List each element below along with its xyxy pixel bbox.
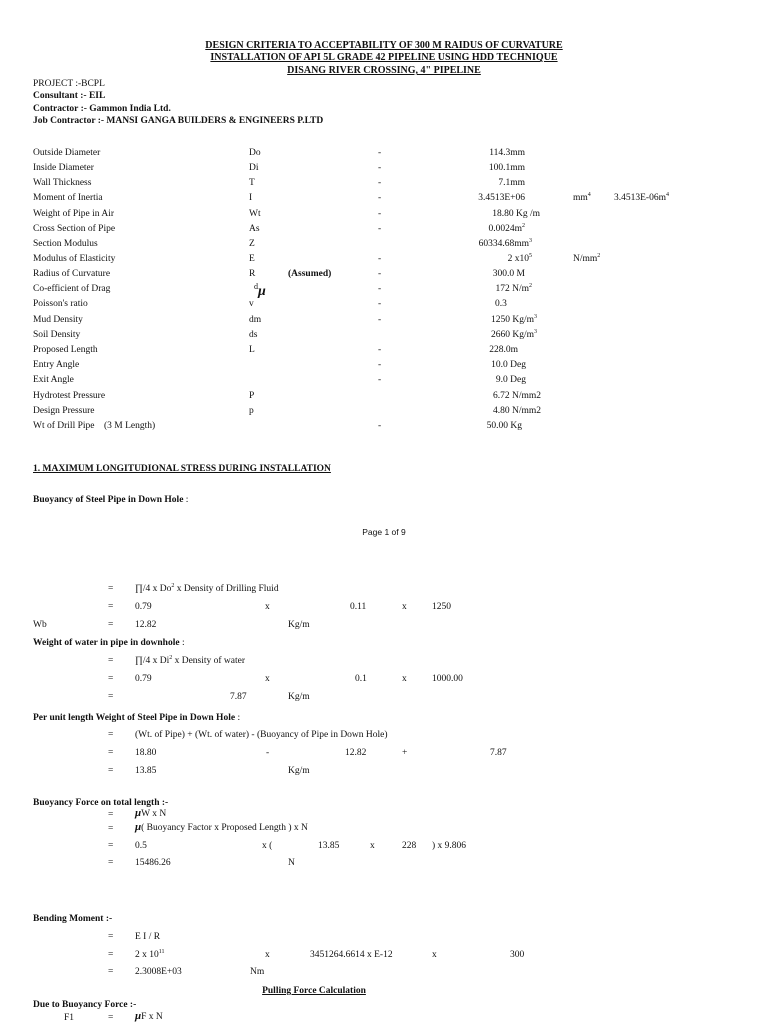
param-symbol: v xyxy=(249,299,254,309)
param-label: Radius of Curvature xyxy=(33,269,111,279)
param-value: 9.0 Deg xyxy=(495,375,526,385)
superscript: 3 xyxy=(534,328,537,335)
param-label: Cross Section of Pipe xyxy=(33,224,116,234)
equals: = xyxy=(108,602,114,612)
result-value: 7.87 xyxy=(230,692,247,702)
project-line: PROJECT :-BCPL xyxy=(33,79,105,89)
param-dash: - xyxy=(378,254,382,264)
calc-value: 300 xyxy=(510,950,525,960)
equals: = xyxy=(108,692,114,702)
calc-value: 13.85 xyxy=(318,841,340,851)
calc-value: 0.1 xyxy=(355,674,367,684)
equation xyxy=(135,822,308,834)
equation-text: ( Buoyancy Factor x Proposed Length ) x N xyxy=(141,823,308,833)
calc-operator: + xyxy=(402,748,408,758)
equals: = xyxy=(108,841,114,851)
result-unit: Kg/m xyxy=(288,620,310,630)
param-value-text: 2660 Kg/m xyxy=(490,330,534,340)
equation-text: x Density of Drilling Fluid xyxy=(174,584,279,594)
param-label: Moment of Inertia xyxy=(33,193,103,203)
param-symbol: R xyxy=(249,269,256,279)
calc-value: 7.87 xyxy=(490,748,507,758)
param-symbol: P xyxy=(249,391,255,401)
subheading: Bending Moment :- xyxy=(33,914,113,924)
param-label: Wt of Drill Pipe (3 M Length) xyxy=(33,421,156,431)
result-unit: Kg/m xyxy=(288,692,310,702)
subheading xyxy=(33,495,188,506)
param-value: 100.1mm xyxy=(488,163,525,173)
param-dash: - xyxy=(378,375,382,385)
calc-operator: x xyxy=(370,841,375,851)
calc-operator: x xyxy=(402,602,407,612)
param-label: Modulus of Elasticity xyxy=(33,254,116,264)
contractor-line: Contractor :- Gammon India Ltd. xyxy=(33,104,171,114)
param-value xyxy=(430,330,537,341)
param-value xyxy=(430,239,532,250)
equation: E I / R xyxy=(135,932,161,942)
superscript: 4 xyxy=(587,191,591,198)
param-label: Outside Diameter xyxy=(33,148,101,158)
param-symbol: p xyxy=(249,406,254,416)
param-label: Poisson's ratio xyxy=(33,299,88,309)
equation xyxy=(135,584,279,595)
result-value: 2.3008E+03 xyxy=(135,967,182,977)
subheading-text: Per unit length Weight of Steel Pipe in Down Hole xyxy=(33,713,236,723)
calc-value: 18.80 xyxy=(135,748,157,758)
section-heading: Pulling Force Calculation xyxy=(262,986,366,996)
calc-value: 3451264.6614 x E-12 xyxy=(310,950,393,960)
param-dash: - xyxy=(378,209,382,219)
param-value xyxy=(430,254,532,265)
equals: = xyxy=(108,656,114,666)
param-symbol: d xyxy=(254,282,258,291)
equals: = xyxy=(108,932,114,942)
param-dash: - xyxy=(378,193,382,203)
calc-value: 0.11 xyxy=(350,602,367,612)
param-value-text: 2 x10 xyxy=(507,254,529,264)
calc-value-text: 2 x 10 xyxy=(135,950,159,960)
param-symbol: Wt xyxy=(249,209,261,219)
calc-operator: x xyxy=(265,950,270,960)
subheading: Buoyancy Force on total length :- xyxy=(33,798,169,808)
param-unit-text: mm xyxy=(573,193,588,203)
param-symbol: ds xyxy=(249,330,258,340)
result-value: 12.82 xyxy=(135,620,157,630)
equals: = xyxy=(108,730,114,740)
superscript: 2 xyxy=(597,252,601,259)
equation-text: F x N xyxy=(141,1012,163,1022)
equals: = xyxy=(108,674,114,684)
equals: = xyxy=(108,620,114,630)
param-value: 7.1mm xyxy=(498,178,525,188)
param-value-text: 172 N/m xyxy=(495,284,529,294)
subheading-text: Buoyancy of Steel Pipe in Down Hole xyxy=(33,495,184,505)
calc-operator: x ( xyxy=(262,841,273,851)
calc-value: 12.82 xyxy=(345,748,367,758)
equals: = xyxy=(108,810,114,820)
result-label: F1 xyxy=(64,1013,75,1023)
calc-operator: - xyxy=(266,748,270,758)
param-symbol: dm xyxy=(249,315,262,325)
param-symbol: I xyxy=(249,193,253,203)
result-unit: N xyxy=(288,858,295,868)
equation xyxy=(135,808,166,820)
calc-operator: x xyxy=(432,950,437,960)
mu-icon: μ xyxy=(258,284,266,299)
mu-icon: μ xyxy=(135,821,142,833)
param-symbol: Z xyxy=(249,239,255,249)
calc-value: 0.5 xyxy=(135,841,147,851)
colon: : xyxy=(185,495,189,505)
param-label: Exit Angle xyxy=(33,375,74,385)
subheading xyxy=(33,638,185,649)
superscript: 3 xyxy=(534,313,537,320)
superscript: 2 xyxy=(169,654,173,661)
param-dash: - xyxy=(378,148,382,158)
mu-icon: μ xyxy=(135,1010,142,1022)
consultant-line: Consultant :- EIL xyxy=(33,91,106,101)
param-unit xyxy=(573,254,600,265)
param-dash: - xyxy=(378,284,382,294)
param-dash: - xyxy=(378,269,382,279)
equals: = xyxy=(108,858,114,868)
equals: = xyxy=(108,824,114,834)
param-value-2 xyxy=(614,193,669,204)
param-label: Co-efficient of Drag xyxy=(33,284,111,294)
param-symbol: Di xyxy=(249,163,259,173)
param-value: 3.4513E+06 xyxy=(478,193,525,203)
superscript: 4 xyxy=(665,191,669,198)
colon: : xyxy=(237,713,241,723)
param-symbol: L xyxy=(249,345,255,355)
param-value-2-text: 3.4513E-06m xyxy=(614,193,666,203)
calc-operator: x xyxy=(265,602,270,612)
param-label: Soil Density xyxy=(33,330,81,340)
doc-title-line-2: INSTALLATION OF API 5L GRADE 42 PIPELINE USING HDD TECHNIQUE xyxy=(210,52,558,63)
superscript: 5 xyxy=(529,252,532,259)
equals: = xyxy=(108,1013,114,1023)
param-value xyxy=(430,284,532,295)
colon: : xyxy=(181,638,185,648)
result-unit: Kg/m xyxy=(288,766,310,776)
calc-value: ) x 9.806 xyxy=(432,841,467,851)
param-dash: - xyxy=(378,421,382,431)
param-unit xyxy=(573,193,591,204)
equals: = xyxy=(108,584,114,594)
param-label: Design Pressure xyxy=(33,406,95,416)
param-value: 0.3 xyxy=(495,299,507,309)
param-label: Weight of Pipe in Air xyxy=(33,209,115,219)
calc-value: 1000.00 xyxy=(432,674,463,684)
param-dash: - xyxy=(378,163,382,173)
result-label: Wb xyxy=(33,620,47,630)
calc-value: 228 xyxy=(402,841,417,851)
param-value: 114.3mm xyxy=(489,148,525,158)
job-contractor-line: Job Contractor :- MANSI GANGA BUILDERS & ENGINEERS P.LTD xyxy=(33,116,324,126)
calc-value: 1250 xyxy=(432,602,451,612)
param-value-text: 0.0024m xyxy=(488,224,522,234)
param-symbol: Do xyxy=(249,148,261,158)
param-value-text: 60334.68mm xyxy=(478,239,529,249)
subheading-text: Weight of water in pipe in downhole xyxy=(33,638,180,648)
param-value: 6.72 N/mm2 xyxy=(492,391,541,401)
calc-value: 0.79 xyxy=(135,674,152,684)
param-dash: - xyxy=(378,360,382,370)
calc-value: 0.79 xyxy=(135,602,152,612)
param-label: Inside Diameter xyxy=(33,163,94,173)
param-value: 228.0m xyxy=(489,345,518,355)
equals: = xyxy=(108,766,114,776)
superscript: 2 xyxy=(171,582,175,589)
param-label: Hydrotest Pressure xyxy=(33,391,106,401)
param-value: 18.80 Kg /m xyxy=(492,209,540,219)
subheading: Due to Buoyancy Force :- xyxy=(33,1000,137,1010)
result-value: 15486.26 xyxy=(135,858,171,868)
superscript: 2 xyxy=(529,282,532,289)
equation-text: ∏/4 x Do xyxy=(135,584,172,594)
calc-value xyxy=(135,950,165,961)
param-value: 10.0 Deg xyxy=(491,360,526,370)
param-note: (Assumed) xyxy=(288,269,332,279)
param-symbol: As xyxy=(249,224,260,234)
param-value-text: 1250 Kg/m xyxy=(490,315,534,325)
equation-text: ∏/4 x Di xyxy=(135,656,170,666)
param-dash: - xyxy=(378,315,382,325)
param-label: Entry Angle xyxy=(33,360,80,370)
param-symbol: E xyxy=(249,254,255,264)
param-label: Section Modulus xyxy=(33,239,98,249)
section-heading: 1. MAXIMUM LONGITUDIONAL STRESS DURING INSTALLATION xyxy=(33,464,331,474)
result-unit: Nm xyxy=(250,967,265,977)
equation-text: x Density of water xyxy=(172,656,246,666)
param-value xyxy=(430,315,537,326)
equals: = xyxy=(108,950,114,960)
param-label: Proposed Length xyxy=(33,345,98,355)
page-number: Page 1 of 9 xyxy=(362,527,406,537)
equation: (Wt. of Pipe) + (Wt. of water) - (Buoyancy of Pipe in Down Hole) xyxy=(135,730,388,740)
equation-text: W x N xyxy=(141,809,167,819)
param-value: 4.80 N/mm2 xyxy=(492,406,541,416)
param-label: Wall Thickness xyxy=(33,178,92,188)
param-value: 300.0 M xyxy=(492,269,525,279)
param-label: Mud Density xyxy=(33,315,83,325)
param-unit-text: N/mm xyxy=(573,254,598,264)
equation xyxy=(135,1011,163,1023)
param-dash: - xyxy=(378,178,382,188)
superscript: 3 xyxy=(529,237,532,244)
param-value xyxy=(430,224,525,235)
superscript: 2 xyxy=(522,222,525,229)
subheading xyxy=(33,713,240,724)
param-dash: - xyxy=(378,224,382,234)
param-value: 50.00 Kg xyxy=(486,421,522,431)
equation xyxy=(135,656,245,667)
doc-title-line-3: DISANG RIVER CROSSING, 4" PIPELINE xyxy=(287,65,481,76)
doc-title-line-1: DESIGN CRITERIA TO ACCEPTABILITY OF 300 M RAIDUS OF CURVATURE xyxy=(205,40,563,51)
equals: = xyxy=(108,967,114,977)
param-symbol: T xyxy=(249,178,255,188)
calc-operator: x xyxy=(265,674,270,684)
superscript: 11 xyxy=(158,948,165,955)
calc-operator: x xyxy=(402,674,407,684)
param-dash: - xyxy=(378,345,382,355)
result-value: 13.85 xyxy=(135,766,157,776)
param-dash: - xyxy=(378,299,382,309)
mu-icon: μ xyxy=(135,807,142,819)
equals: = xyxy=(108,748,114,758)
